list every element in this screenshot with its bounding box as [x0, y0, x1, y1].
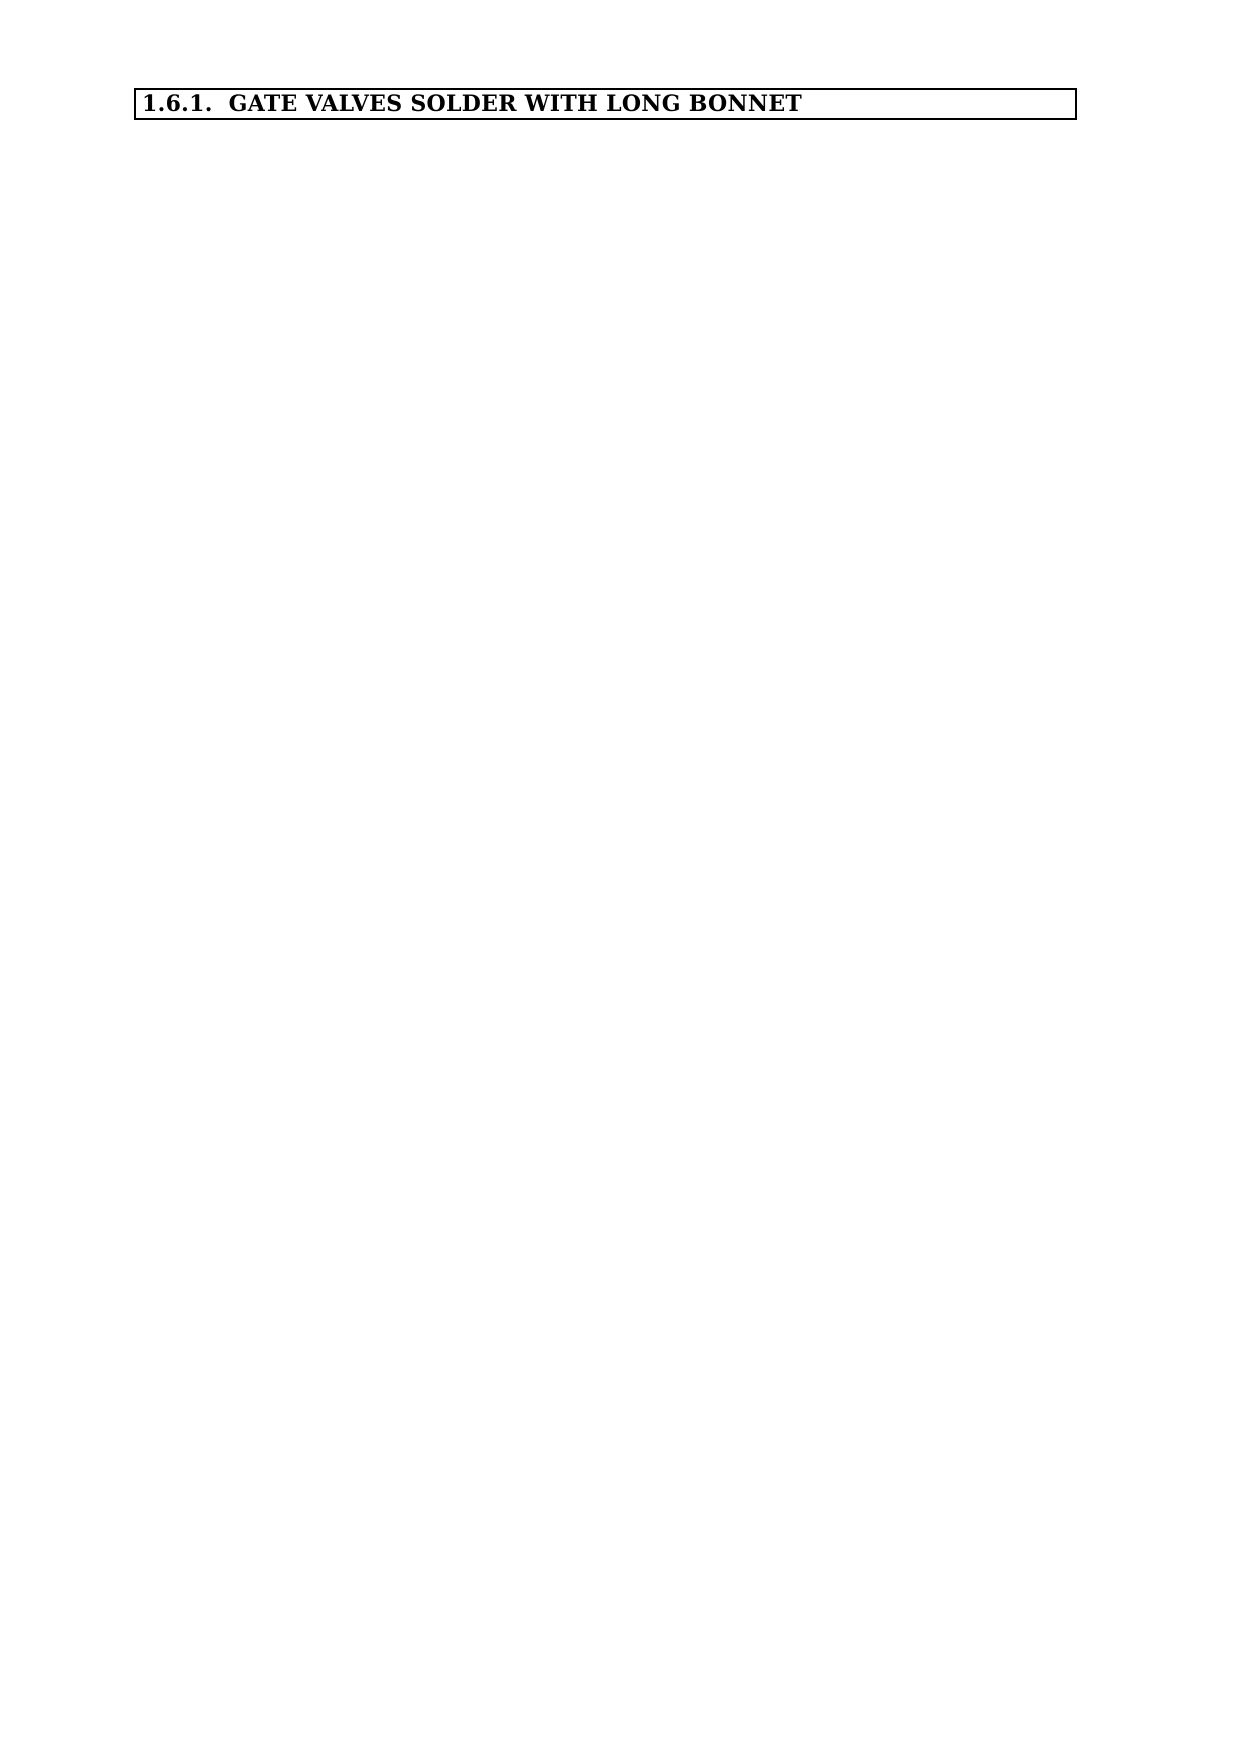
section-heading-box [134, 88, 1077, 120]
section-heading-title: 1.6.1. GATE VALVES SOLDER WITH LONG BONNET [142, 91, 803, 117]
